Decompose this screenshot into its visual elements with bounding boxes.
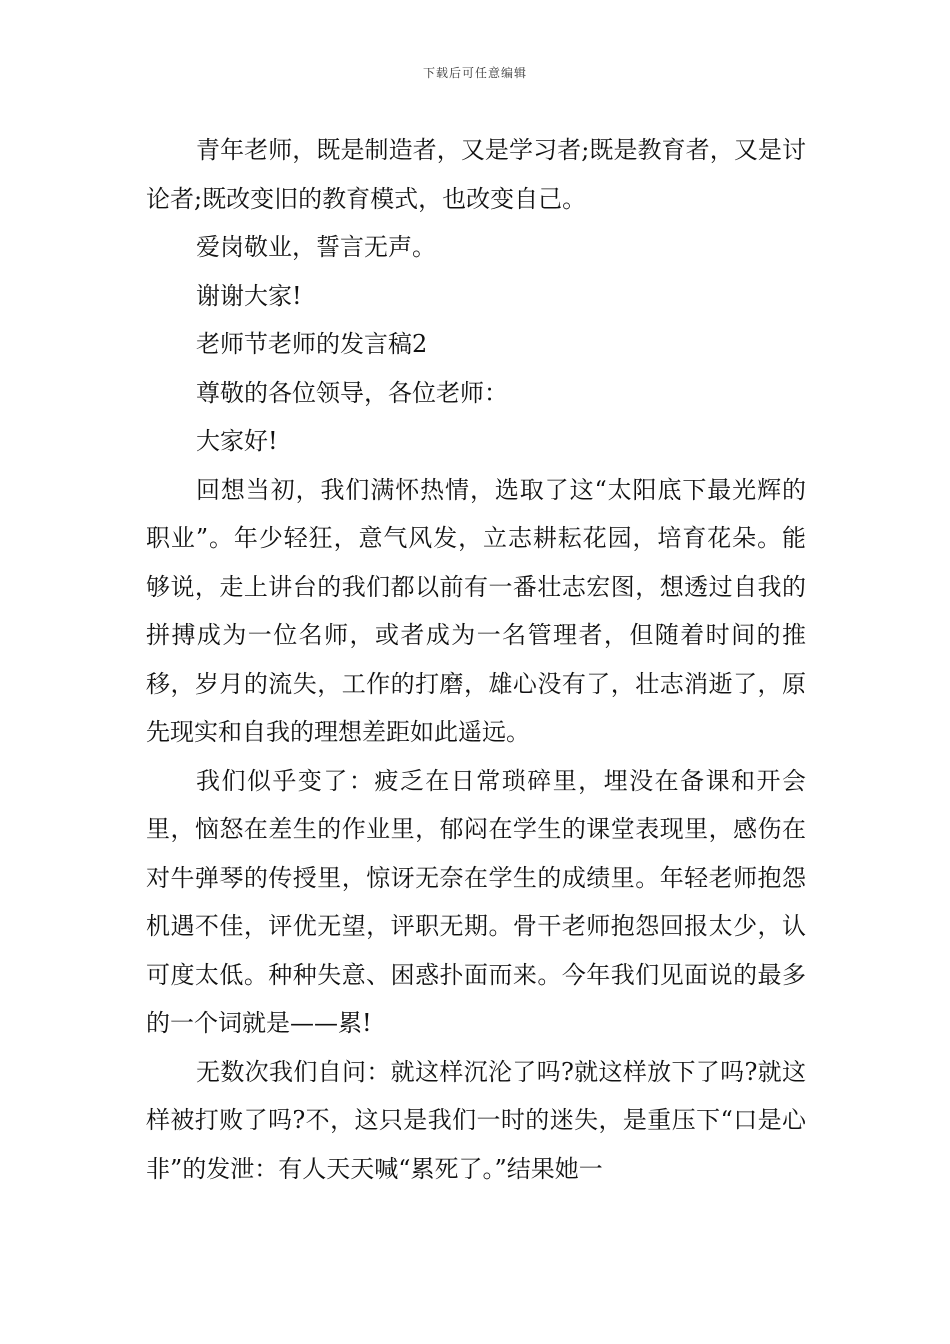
section-title: 老师节老师的发言稿2 [196,330,428,358]
paragraph-2: 爱岗敬业，誓言无声。 [196,233,436,261]
salutation: 尊敬的各位领导，各位老师： [196,378,508,407]
page-header: 下载后可任意编辑 [422,66,527,80]
greeting: 大家好! [196,427,278,455]
paragraph-7: 回想当初，我们满怀热情，选取了这“太阳底下最光辉的职业”。年少轻狂，意气风发，立志耕耘花园，培育花朵。能够说，走上讲台的我们都以前有一番壮志宏图，想透过自我的拼搏成为一位名师，或者成为一名管理者，但随着时间的推移，岁月的流失，工作的打磨，雄心没有了，壮志消逝了，原先现实和自我的理想差距如此遥远。 [146,475,806,746]
document-body [146,126,806,1193]
paragraph-3: 谢谢大家! [196,281,302,310]
paragraph-1: 青年老师，既是制造者，又是学习者;既是教育者，又是讨论者;既改变旧的教育模式，也改变自己。 [146,136,806,213]
paragraph-9: 无数次我们自问：就这样沉沦了吗?就这样放下了吗?就这样被打败了吗?不，这只是我们一时的迷失，是重压下“口是心非”的发泄：有人天天喊“累死了。”结果她一 [146,1057,806,1183]
paragraph-8: 我们似乎变了：疲乏在日常琐碎里，埋没在备课和开会里，恼怒在差生的作业里，郁闷在学生的课堂表现里，感伤在对牛弹琴的传授里，惊讶无奈在学生的成绩里。年轻老师抱怨机遇不佳，评优无望，评职无期。骨干老师抱怨回报太少，认可度太低。种种失意、困惑扑面而来。今年我们见面说的最多的一个词就是——累! [146,766,806,1037]
